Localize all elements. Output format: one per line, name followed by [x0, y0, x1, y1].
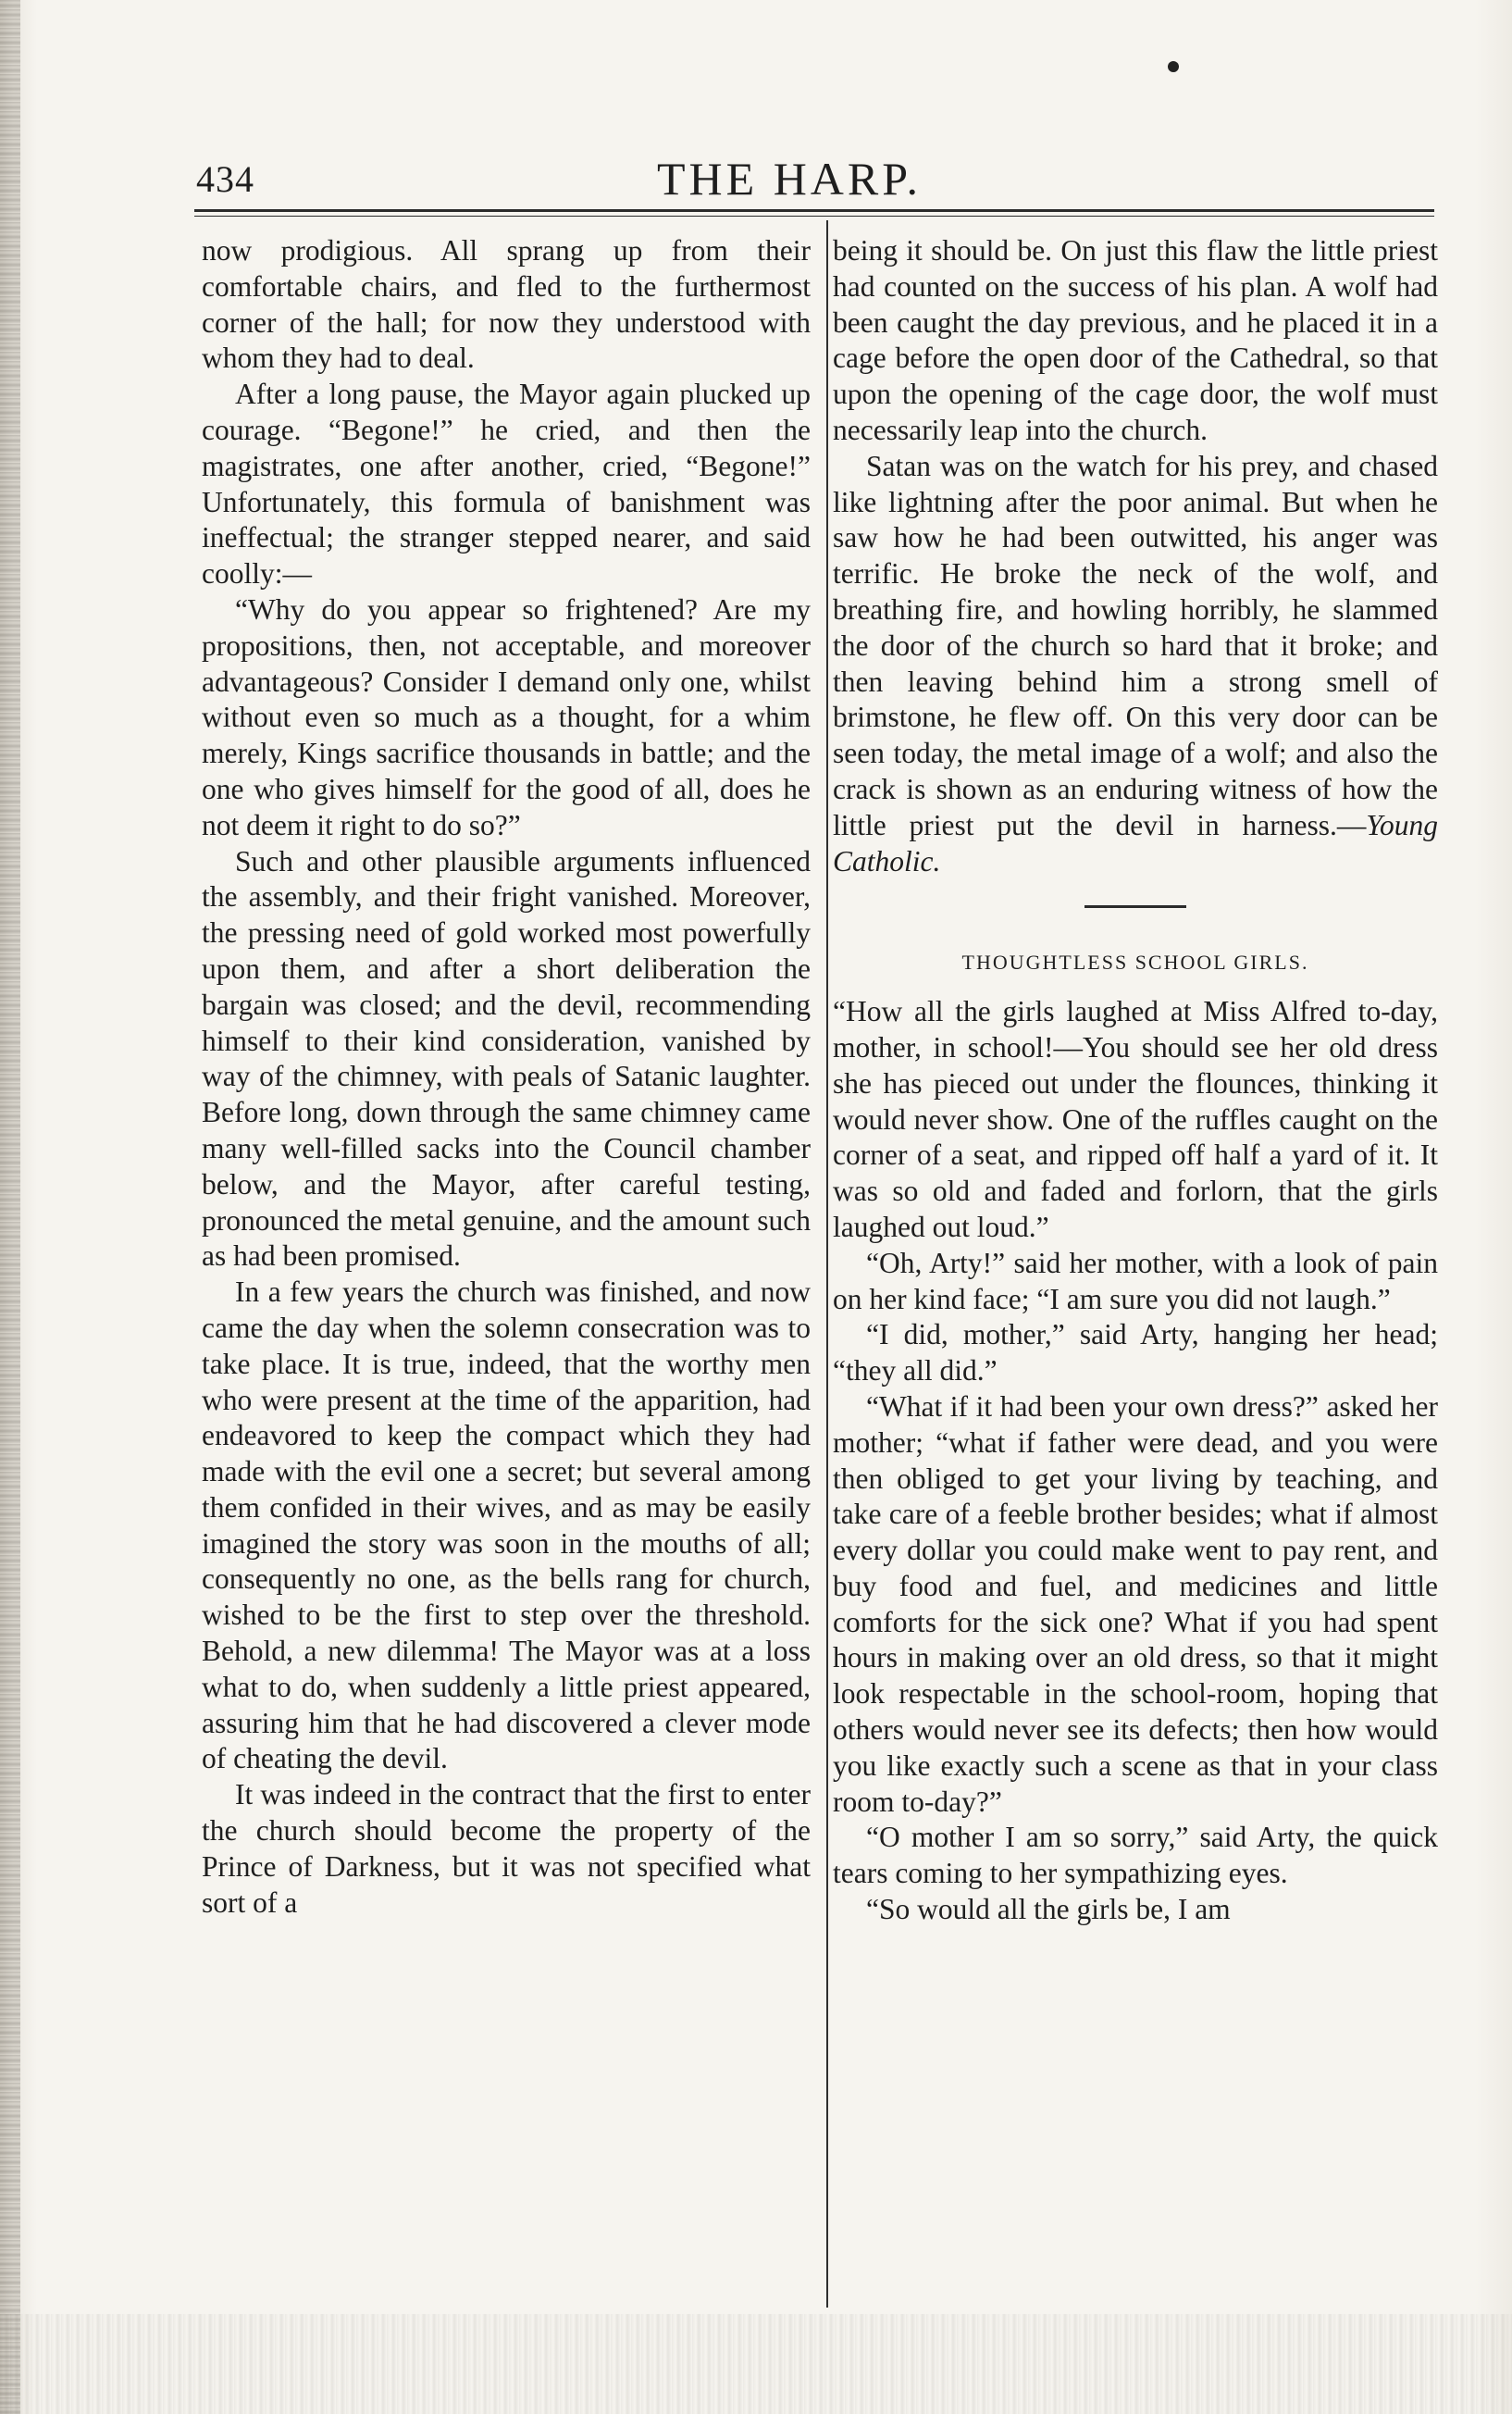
paper-texture	[0, 2314, 1512, 2414]
paragraph: being it should be. On just this flaw the little priest had counted on the success of his plan. A wolf had been caught the day previous, and he placed it in a cage before the open door of the Cathedral, so that upon the opening of the cage door, the wolf must necessarily leap into the church.	[833, 234, 1438, 446]
paragraph: “How all the girls laughed at Miss Alfred to-day, mother, in school!—You should see her old dress she has pieced out under the flounces, thinking it would never show. One of the ruffles caught on the corner of a seat, and ripped off half a yard of it. It was so old and faded and forlorn, that the girls laughed out loud.”	[833, 995, 1438, 1243]
page-header	[185, 150, 1434, 205]
paragraph: “I did, mother,” said Arty, hanging her head; “they all did.”	[833, 1318, 1438, 1387]
paragraph-text: Satan was on the watch for his prey, and chased like lightning after the poor animal. But when he saw how he had been outwitted, his anger was terrific. He broke the neck of the wolf, and breathing fire, and howling horribly, he slammed the door of the church so hard that it broke; and then leaving behind him a strong smell of brimstone, he flew off. On this very door can be seen today, the metal image of a wolf; and also the crack is shown as an enduring witness of how the little priest put the devil in harness.—	[833, 449, 1438, 841]
left-column	[202, 233, 811, 1921]
running-title: THE HARP.	[657, 153, 923, 205]
header-rule	[194, 209, 1434, 212]
paragraph: In a few years the church was finished, and now came the day when the solemn consecration was to take place. It is true, indeed, that the worthy men who were present at the time of the apparition, had endeavored to keep the compact which they had made with the evil one a secret; but several among them confided in their wives, and as may be easily imagined the story was soon in the mouths of all; consequently no one, as the bells rang for church, wished to be the first to step over the threshold. Behold, a new dilemma! The Mayor was at a loss what to do, when suddenly a little priest appeared, assuring him that he had discovered a clever mode of cheating the devil.	[202, 1275, 811, 1775]
paragraph: After a long pause, the Mayor again plucked up courage. “Begone!” he cried, and then the magistrates, one after another, cried, “Begone!” Unfortunately, this formula of banishment was ineffectual; the stranger stepped nearer, and said coolly:—	[202, 378, 811, 591]
paragraph: Such and other plausible arguments influenced the assembly, and their fright vanished. Moreover, the pressing need of gold worked most powerfully upon them, and after a short deliberation the bargain was closed; and the devil, recommending himself to their kind consideration, vanished by way of the chimney, with peals of Satanic laughter. Before long, down through the same chimney came many well-filled sacks into the Council chamber below, and the Mayor, after careful testing, pronounced the metal genuine, and the amount such as had been promised.	[202, 844, 811, 1273]
paragraph: “O mother I am so sorry,” said Arty, the quick tears coming to her sympathizing eyes.	[833, 1821, 1438, 1890]
column-divider	[826, 220, 828, 2308]
right-column	[833, 233, 1438, 1928]
paragraph: “So would all the girls be, I am	[866, 1893, 1231, 1926]
binding-edge	[0, 0, 20, 2414]
header-rule-thin	[194, 216, 1434, 217]
section-heading: THOUGHTLESS SCHOOL GIRLS.	[961, 951, 1309, 975]
ink-speck	[1168, 61, 1179, 72]
section-divider	[1084, 905, 1186, 908]
paragraph: It was indeed in the contract that the first to enter the church should become the property of the Prince of Darkness, but it was not specified what sort of a	[202, 1778, 811, 1919]
page-number: 434	[196, 158, 254, 200]
paragraph-with-credit	[833, 449, 1438, 880]
paragraph: “Why do you appear so frightened? Are my propositions, then, not acceptable, and moreover advantageous? Consider I demand only one, whilst without even so much as a thought, for a whim merely, Kings sacrifice thousands in battle; and the one who gives himself for the good of all, does he not deem it right to do so?”	[202, 592, 811, 841]
paragraph: “Oh, Arty!” said her mother, with a look of pain on her kind face; “I am sure you did not laugh.”	[833, 1246, 1438, 1315]
source-credit: Young Catholic.	[833, 808, 1438, 877]
paragraph: now prodigious. All sprang up from their comfortable chairs, and fled to the furthermost corner of the hall; for now they understood with whom they had to deal.	[202, 234, 811, 375]
paragraph: “What if it had been your own dress?” asked her mother; “what if father were dead, and you were then obliged to get your living by teaching, and take care of a feeble brother besides; what if almost every dollar you could make went to pay rent, and buy food and fuel, and medicines and little comforts for the sick one? What if you had spent hours in making over an old dress, so that it might look respectable in the school-room, hoping that others would never see its defects; then how would you like exactly such a scene as that in your class room to-day?”	[833, 1389, 1438, 1818]
